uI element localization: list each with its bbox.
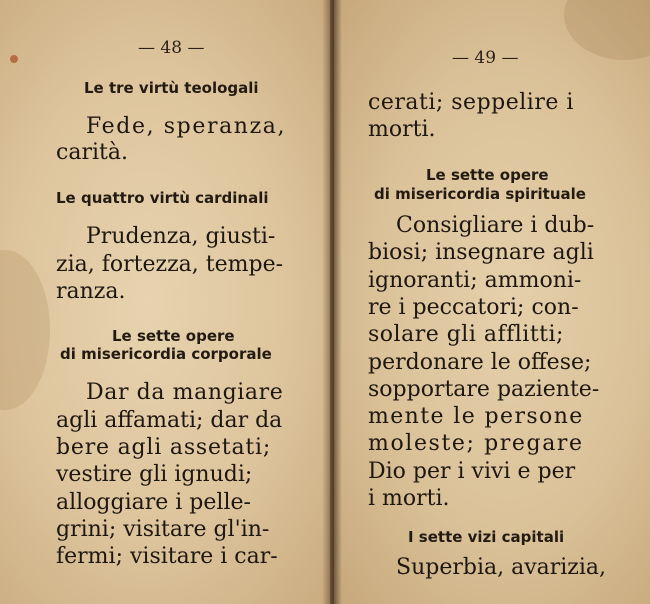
text-line: morti. (368, 117, 436, 142)
book-gutter (322, 0, 342, 604)
section-heading: Le tre virtù teologali (84, 79, 259, 97)
text-line: moleste; pregare (368, 431, 584, 456)
text-line: Superbia, avarizia, (396, 555, 607, 580)
text-line: fermi; visitare i car- (56, 544, 278, 569)
text-line: mente le persone (368, 404, 584, 429)
section-heading: Le sette opere (112, 327, 235, 345)
text-line: carità. (56, 140, 128, 165)
text-line: agli affamati; dar da (56, 408, 283, 433)
text-line: i morti. (368, 486, 450, 511)
section-heading: di misericordia spirituale (374, 185, 586, 203)
page-number: — 48 — (138, 38, 205, 58)
text-line: vestire gli ignudi; (56, 462, 253, 487)
section-heading: di misericordia corporale (60, 345, 272, 363)
text-line: solare gli afflitti; (368, 322, 564, 347)
text-line: Dar da mangiare (86, 380, 284, 405)
text-line: re i peccatori; con- (368, 295, 579, 320)
text-line: perdonare le offese; (368, 350, 592, 375)
text-line: zia, fortezza, tempe- (56, 252, 284, 277)
text-line: Prudenza, giusti- (86, 224, 276, 249)
section-heading: I sette vizi capitali (408, 528, 565, 546)
text-line: ignoranti; ammoni- (368, 268, 582, 293)
text-line: ranza. (56, 279, 126, 304)
text-line: Fede, speranza, (86, 114, 287, 139)
text-line: Consigliare i dub- (396, 213, 595, 238)
text-line: cerati; seppelire i (368, 90, 574, 115)
text-line: grini; visitare gl'in- (56, 517, 270, 542)
text-line: sopportare paziente- (368, 377, 600, 402)
section-heading: Le quattro virtù cardinali (56, 189, 269, 207)
text-line: biosi; insegnare agli (368, 240, 594, 265)
section-heading: Le sette opere (426, 166, 549, 184)
text-line: bere agli assetati; (56, 435, 272, 460)
right-page (334, 0, 650, 604)
text-line: Dio per i vivi e per (368, 459, 576, 484)
text-line: alloggiare i pelle- (56, 490, 251, 515)
page-number: — 49 — (452, 48, 519, 68)
